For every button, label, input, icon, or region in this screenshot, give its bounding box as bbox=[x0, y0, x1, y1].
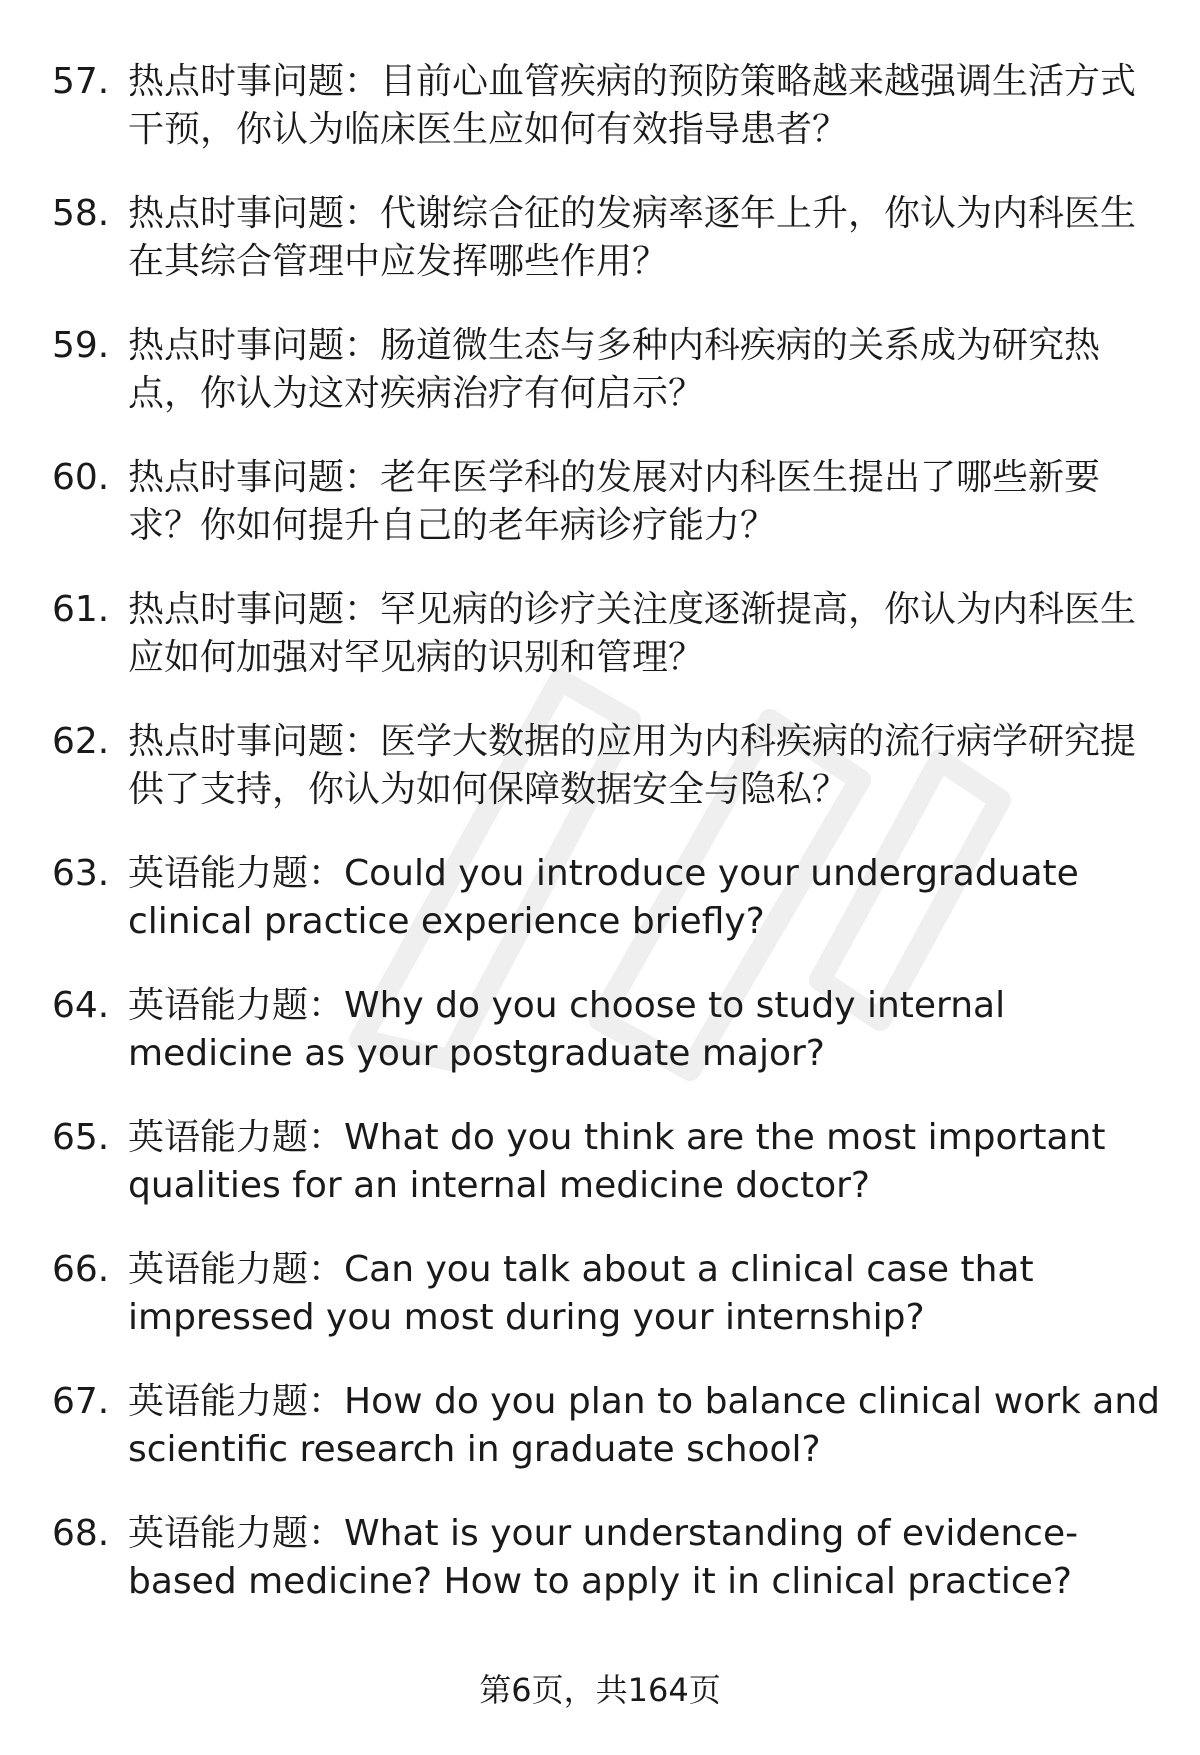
question-number: 61. bbox=[52, 589, 110, 630]
question-item bbox=[52, 190, 1162, 322]
question-number: 66. bbox=[52, 1249, 110, 1290]
question-item bbox=[52, 982, 1162, 1114]
question-text: 热点时事问题：医学大数据的应用为内科疾病的流行病学研究提供了支持，你认为如何保障数据安全与隐私？ bbox=[128, 721, 1137, 810]
question-item bbox=[52, 1114, 1162, 1246]
question-text: 热点时事问题：目前心血管疾病的预防策略越来越强调生活方式干预，你认为临床医生应如何有效指导患者？ bbox=[128, 61, 1137, 150]
question-item bbox=[52, 454, 1162, 586]
question-text: 英语能力题：Could you introduce your undergraduate clinical practice experience briefly? bbox=[128, 853, 1079, 942]
question-text: 英语能力题：What do you think are the most important qualities for an internal medicine doctor? bbox=[128, 1117, 1106, 1206]
question-item bbox=[52, 850, 1162, 982]
question-number: 67. bbox=[52, 1381, 110, 1422]
question-item bbox=[52, 58, 1162, 190]
question-item bbox=[52, 1246, 1162, 1378]
question-text: 热点时事问题：肠道微生态与多种内科疾病的关系成为研究热点，你认为这对疾病治疗有何启示？ bbox=[128, 325, 1101, 414]
question-number: 60. bbox=[52, 457, 110, 498]
question-item bbox=[52, 586, 1162, 718]
page-footer bbox=[0, 1668, 1200, 1712]
question-item bbox=[52, 322, 1162, 454]
question-item bbox=[52, 718, 1162, 850]
question-number: 63. bbox=[52, 853, 110, 894]
page-number-label: 第6页，共164页 bbox=[479, 1671, 721, 1709]
question-text: 热点时事问题：罕见病的诊疗关注度逐渐提高，你认为内科医生应如何加强对罕见病的识别和管理？ bbox=[128, 589, 1137, 678]
question-text: 热点时事问题：老年医学科的发展对内科医生提出了哪些新要求？你如何提升自己的老年病诊疗能力？ bbox=[128, 457, 1101, 546]
question-number: 64. bbox=[52, 985, 110, 1026]
question-item bbox=[52, 1510, 1162, 1642]
question-item bbox=[52, 1378, 1162, 1510]
question-list bbox=[52, 58, 1162, 1642]
question-number: 58. bbox=[52, 193, 110, 234]
question-text: 英语能力题：How do you plan to balance clinical work and scientific research in graduate school? bbox=[128, 1381, 1161, 1470]
question-number: 59. bbox=[52, 325, 110, 366]
question-text: 英语能力题：Can you talk about a clinical case that impressed you most during your internship? bbox=[128, 1249, 1034, 1338]
question-text: 英语能力题：What is your understanding of evidence-based medicine? How to apply it in clinical practice? bbox=[128, 1513, 1079, 1602]
question-number: 62. bbox=[52, 721, 110, 762]
question-number: 68. bbox=[52, 1513, 110, 1554]
question-number: 65. bbox=[52, 1117, 110, 1158]
question-text: 英语能力题：Why do you choose to study internal medicine as your postgraduate major? bbox=[128, 985, 1006, 1074]
question-text: 热点时事问题：代谢综合征的发病率逐年上升，你认为内科医生在其综合管理中应发挥哪些作用？ bbox=[128, 193, 1137, 282]
question-number: 57. bbox=[52, 61, 110, 102]
